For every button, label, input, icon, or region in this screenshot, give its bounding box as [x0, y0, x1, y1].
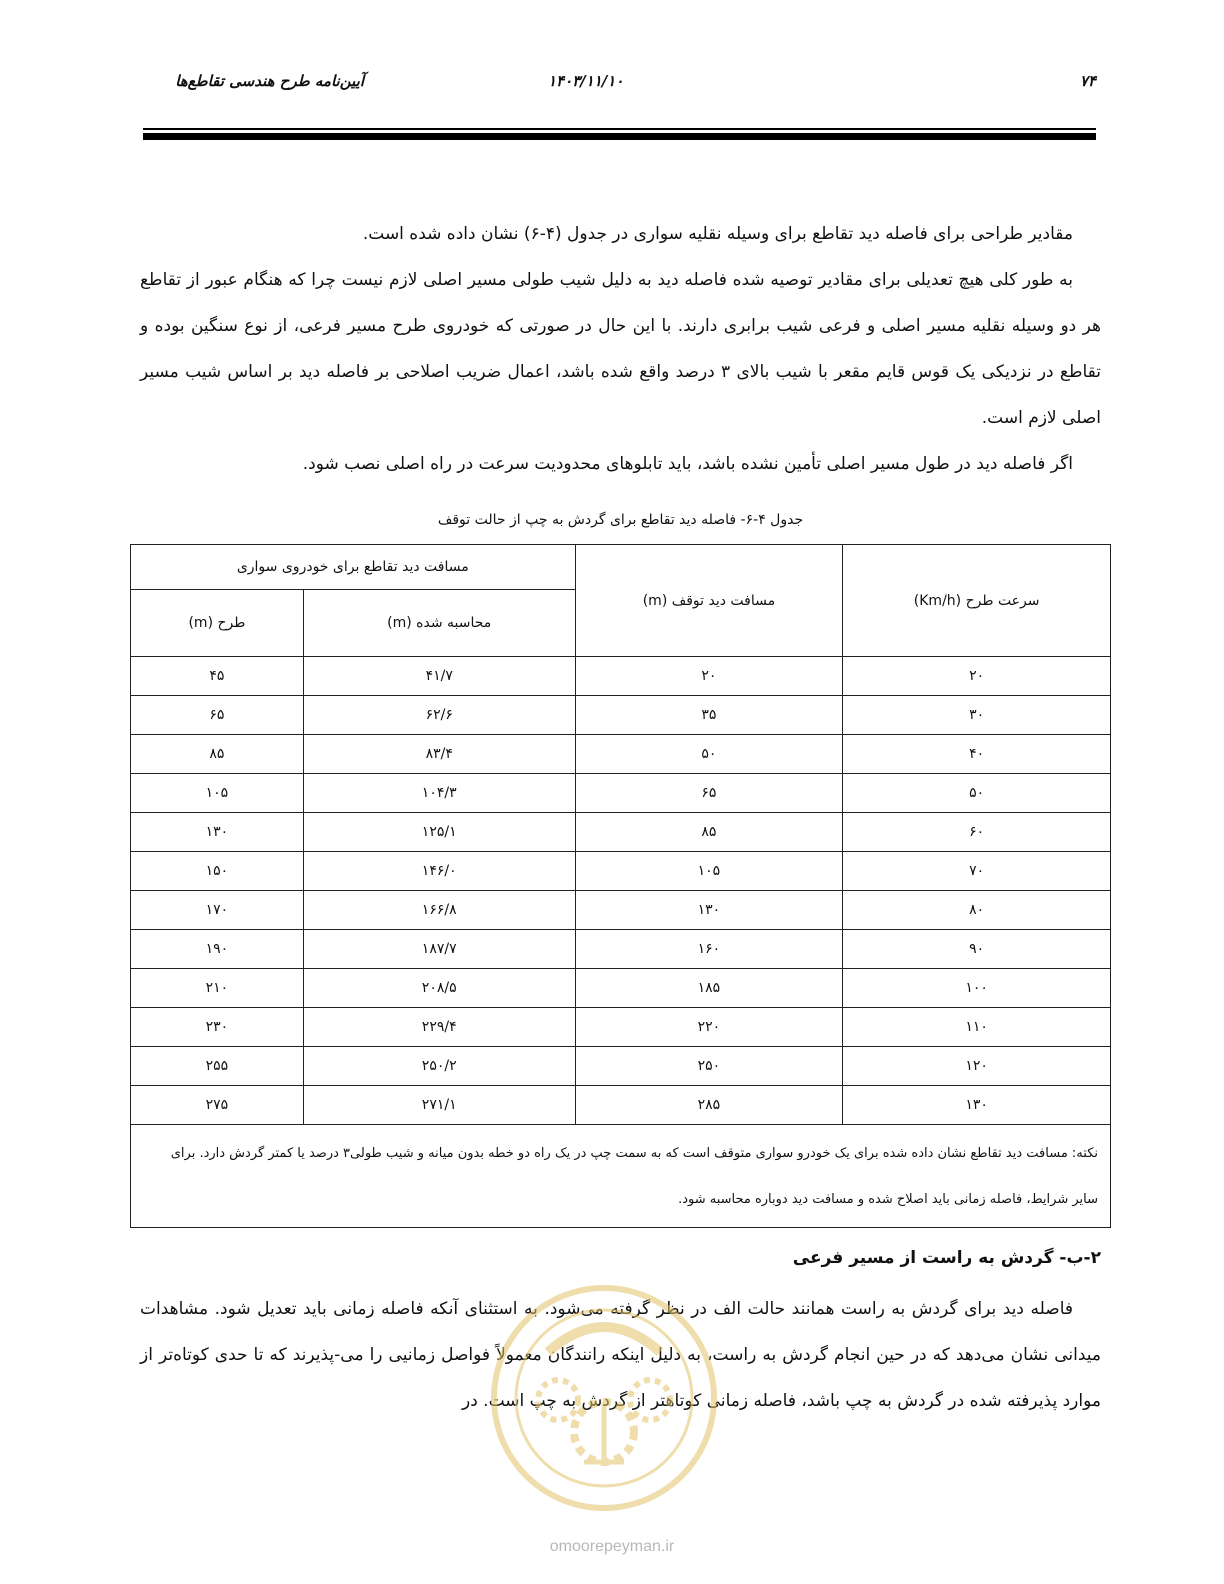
- cell-design: ۱۳۰: [131, 813, 304, 852]
- paragraph: فاصله دید برای گردش به راست همانند حالت الف در نظر گرفته می‌شود. به استثنای آنکه فاصله زمانی باید تعدیل شود. مشاهدات میدانی نشان می‌دهد که در حین انجام گردش به راست، به دلیل اینکه رانندگان معمولاً فواصل زمانیی را می-پذیرند که تا حدی کوتاه‌تر از موارد پذیرفته شده در گردش به چپ باشد، فاصله زمانی کوتاهتر از گردش به چپ است. در: [140, 1299, 1101, 1411]
- cell-stopping-distance: ۲۵۰: [575, 1047, 843, 1086]
- cell-design-speed: ۱۰۰: [843, 969, 1111, 1008]
- cell-stopping-distance: ۱۶۰: [575, 930, 843, 969]
- table-row: [131, 1086, 1111, 1125]
- table-row: [131, 1047, 1111, 1086]
- seal-logo-icon: [488, 1282, 720, 1514]
- cell-design-speed: ۴۰: [843, 735, 1111, 774]
- table-row: [131, 696, 1111, 735]
- cell-design-speed: ۵۰: [843, 774, 1111, 813]
- table-row: [131, 852, 1111, 891]
- cell-design: ۶۵: [131, 696, 304, 735]
- cell-design: ۱۷۰: [131, 891, 304, 930]
- paragraph: مقادیر طراحی برای فاصله دید تقاطع برای وسیله نقلیه سواری در جدول (۴-۶) نشان داده شده است.: [362, 224, 1073, 244]
- table-header-row: [131, 545, 1111, 590]
- header-design-speed: سرعت طرح (Km/h): [843, 545, 1111, 657]
- cell-design-speed: ۱۱۰: [843, 1008, 1111, 1047]
- paragraph: اگر فاصله دید در طول مسیر اصلی تأمین نشده باشد، باید تابلوهای محدودیت سرعت در راه اصلی نصب شود.: [302, 454, 1073, 474]
- cell-design: ۲۵۵: [131, 1047, 304, 1086]
- cell-design-speed: ۱۲۰: [843, 1047, 1111, 1086]
- cell-design: ۱۰۵: [131, 774, 304, 813]
- cell-design: ۸۵: [131, 735, 304, 774]
- page-header: [143, 72, 1096, 102]
- page-number: ۷۴: [1079, 72, 1096, 90]
- cell-stopping-distance: ۶۵: [575, 774, 843, 813]
- cell-design-speed: ۸۰: [843, 891, 1111, 930]
- header-rule-thick: [143, 133, 1096, 140]
- cell-calculated: ۱۸۷/۷: [303, 930, 575, 969]
- table-body: [131, 657, 1111, 1125]
- cell-design-speed: ۷۰: [843, 852, 1111, 891]
- cell-stopping-distance: ۸۵: [575, 813, 843, 852]
- paragraph: به طور کلی هیچ تعدیلی برای مقادیر توصیه شده فاصله دید به دلیل شیب طولی مسیر اصلی لازم نیست چرا که هنگام عبور از تقاطع هر دو وسیله نقلیه مسیر اصلی و فرعی شیب برابری دارند. با این حال در صورتی که خودروی طرح مسیر فرعی، از نوع سنگین بوده و تقاطع در نزدیکی یک قوس قایم مقعر با شیب بالای ۳ درصد واقع شده باشد، اعمال ضریب اصلاحی بر فاصله دید بر اساس شیب مسیر اصلی لازم است.: [140, 270, 1101, 428]
- header-calculated: محاسبه شده (m): [303, 590, 575, 657]
- cell-stopping-distance: ۲۲۰: [575, 1008, 843, 1047]
- cell-design: ۲۷۵: [131, 1086, 304, 1125]
- table-caption: جدول ۴-۶- فاصله دید تقاطع برای گردش به چپ از حالت توقف: [437, 512, 804, 528]
- cell-calculated: ۱۲۵/۱: [303, 813, 575, 852]
- cell-design: ۲۳۰: [131, 1008, 304, 1047]
- header-design: طرح (m): [131, 590, 304, 657]
- cell-calculated: ۱۴۶/۰: [303, 852, 575, 891]
- cell-stopping-distance: ۱۰۵: [575, 852, 843, 891]
- cell-design: ۱۹۰: [131, 930, 304, 969]
- cell-stopping-distance: ۱۸۵: [575, 969, 843, 1008]
- table-row: [131, 891, 1111, 930]
- table-row: [131, 969, 1111, 1008]
- cell-design: ۲۱۰: [131, 969, 304, 1008]
- document-title: آیین‌نامه طرح هندسی تقاطع‌ها: [175, 72, 364, 90]
- table-row: [131, 930, 1111, 969]
- cell-calculated: ۲۰۸/۵: [303, 969, 575, 1008]
- cell-calculated: ۱۰۴/۳: [303, 774, 575, 813]
- cell-calculated: ۴۱/۷: [303, 657, 575, 696]
- table-row: [131, 735, 1111, 774]
- cell-stopping-distance: ۲۸۵: [575, 1086, 843, 1125]
- cell-design-speed: ۱۳۰: [843, 1086, 1111, 1125]
- header-rule-thin: [143, 128, 1096, 130]
- cell-stopping-distance: ۳۵: [575, 696, 843, 735]
- cell-design-speed: ۳۰: [843, 696, 1111, 735]
- cell-calculated: ۱۶۶/۸: [303, 891, 575, 930]
- header-stopping-distance: مسافت دید توقف (m): [575, 545, 843, 657]
- cell-calculated: ۲۵۰/۲: [303, 1047, 575, 1086]
- cell-design: ۱۵۰: [131, 852, 304, 891]
- cell-design: ۴۵: [131, 657, 304, 696]
- header-group: مسافت دید تقاطع برای خودروی سواری: [131, 545, 576, 590]
- table-row: [131, 774, 1111, 813]
- cell-calculated: ۲۷۱/۱: [303, 1086, 575, 1125]
- cell-stopping-distance: ۵۰: [575, 735, 843, 774]
- table-row: [131, 1008, 1111, 1047]
- table-row: [131, 813, 1111, 852]
- cell-calculated: ۶۲/۶: [303, 696, 575, 735]
- cell-design-speed: ۶۰: [843, 813, 1111, 852]
- table-row: [131, 657, 1111, 696]
- table-note-row: [131, 1125, 1111, 1228]
- cell-calculated: ۸۳/۴: [303, 735, 575, 774]
- sight-distance-table: [130, 544, 1111, 1228]
- body-text: [140, 211, 1101, 487]
- cell-stopping-distance: ۱۳۰: [575, 891, 843, 930]
- cell-stopping-distance: ۲۰: [575, 657, 843, 696]
- table-note: نکته: مسافت دید تقاطع نشان داده شده برای یک خودرو سواری متوقف است که به سمت چپ در یک راه دو خطه بدون میانه و شیب طولی۳ درصد یا کمتر گردش دارد. برای سایر شرایط، فاصله زمانی باید اصلاح شده و مسافت دید دوباره محاسبه شود.: [131, 1125, 1111, 1228]
- section-heading: ۲-ب- گردش به راست از مسیر فرعی: [792, 1248, 1101, 1268]
- cell-calculated: ۲۲۹/۴: [303, 1008, 575, 1047]
- cell-design-speed: ۹۰: [843, 930, 1111, 969]
- watermark-url: omoorepeyman.ir: [549, 1538, 675, 1555]
- cell-design-speed: ۲۰: [843, 657, 1111, 696]
- document-date: ۱۴۰۳/۱۱/۱۰: [548, 72, 624, 90]
